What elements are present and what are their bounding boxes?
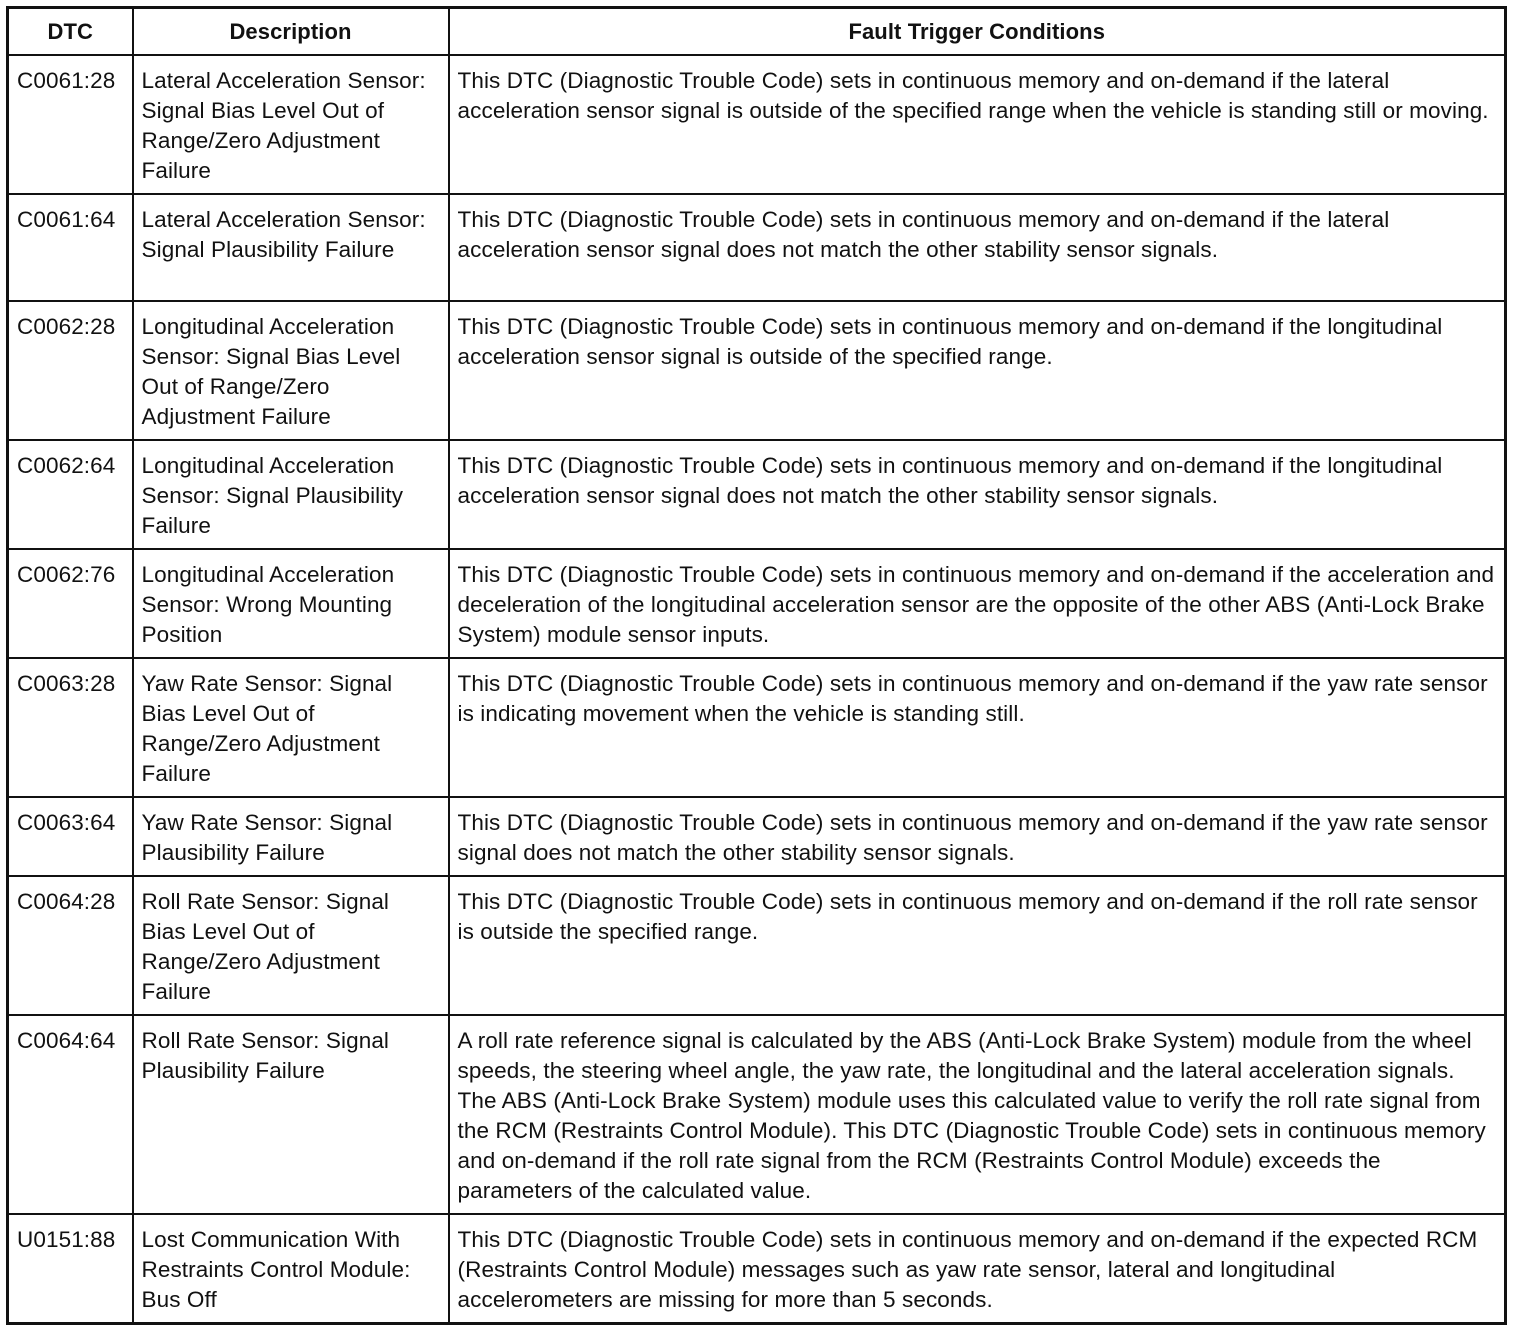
dtc-description: Longitudinal Acceleration Sensor: Signal Plausibility Failure [133,440,449,549]
dtc-description: Roll Rate Sensor: Signal Bias Level Out of Range/Zero Adjustment Failure [133,876,449,1015]
table-row [8,549,1506,658]
dtc-conditions: This DTC (Diagnostic Trouble Code) sets in continuous memory and on-demand if the roll rate sensor is outside the specified range. [449,876,1506,1015]
dtc-conditions: This DTC (Diagnostic Trouble Code) sets in continuous memory and on-demand if the longitudinal acceleration sensor signal is outside of the specified range. [449,301,1506,440]
dtc-code: C0064:28 [8,876,133,1015]
dtc-description: Roll Rate Sensor: Signal Plausibility Failure [133,1015,449,1214]
header-dtc: DTC [8,8,133,56]
table-header-row [8,8,1506,56]
dtc-code: U0151:88 [8,1214,133,1324]
table-row [8,1015,1506,1214]
dtc-code: C0061:28 [8,55,133,194]
table-row [8,440,1506,549]
header-conditions: Fault Trigger Conditions [449,8,1506,56]
table-row [8,55,1506,194]
dtc-description: Lateral Acceleration Sensor: Signal Bias Level Out of Range/Zero Adjustment Failure [133,55,449,194]
dtc-conditions: This DTC (Diagnostic Trouble Code) sets in continuous memory and on-demand if the longitudinal acceleration sensor signal does not match the other stability sensor signals. [449,440,1506,549]
dtc-code: C0064:64 [8,1015,133,1214]
dtc-code: C0062:64 [8,440,133,549]
table-row [8,1214,1506,1324]
table-row [8,876,1506,1015]
dtc-description: Yaw Rate Sensor: Signal Bias Level Out of Range/Zero Adjustment Failure [133,658,449,797]
dtc-description: Yaw Rate Sensor: Signal Plausibility Failure [133,797,449,876]
dtc-conditions: This DTC (Diagnostic Trouble Code) sets in continuous memory and on-demand if the lateral acceleration sensor signal does not match the other stability sensor signals. [449,194,1506,301]
dtc-code: C0062:28 [8,301,133,440]
table-row [8,194,1506,301]
dtc-conditions: A roll rate reference signal is calculated by the ABS (Anti-Lock Brake System) module from the wheel speeds, the steering wheel angle, the yaw rate, the longitudinal and the lateral acceleration signals. The ABS (Anti-Lock Brake System) module uses this calculated value to verify the roll rate signal from the RCM (Restraints Control Module). This DTC (Diagnostic Trouble Code) sets in continuous memory and on-demand if the roll rate signal from the RCM (Restraints Control Module) exceeds the parameters of the calculated value. [449,1015,1506,1214]
dtc-code: C0062:76 [8,549,133,658]
dtc-conditions: This DTC (Diagnostic Trouble Code) sets in continuous memory and on-demand if the acceleration and deceleration of the longitudinal acceleration sensor are the opposite of the other ABS (Anti-Lock Brake System) module sensor inputs. [449,549,1506,658]
dtc-description: Longitudinal Acceleration Sensor: Wrong Mounting Position [133,549,449,658]
table-row [8,797,1506,876]
dtc-code: C0063:28 [8,658,133,797]
dtc-conditions: This DTC (Diagnostic Trouble Code) sets in continuous memory and on-demand if the expected RCM (Restraints Control Module) messages such as yaw rate sensor, lateral and longitudinal accelerometers are missing for more than 5 seconds. [449,1214,1506,1324]
dtc-description: Lost Communication With Restraints Control Module: Bus Off [133,1214,449,1324]
table-row [8,658,1506,797]
dtc-description: Lateral Acceleration Sensor: Signal Plausibility Failure [133,194,449,301]
dtc-code: C0063:64 [8,797,133,876]
dtc-description: Longitudinal Acceleration Sensor: Signal Bias Level Out of Range/Zero Adjustment Failure [133,301,449,440]
dtc-table [6,6,1507,1325]
table-row [8,301,1506,440]
dtc-conditions: This DTC (Diagnostic Trouble Code) sets in continuous memory and on-demand if the lateral acceleration sensor signal is outside of the specified range when the vehicle is standing still or moving. [449,55,1506,194]
dtc-conditions: This DTC (Diagnostic Trouble Code) sets in continuous memory and on-demand if the yaw rate sensor signal does not match the other stability sensor signals. [449,797,1506,876]
dtc-code: C0061:64 [8,194,133,301]
dtc-conditions: This DTC (Diagnostic Trouble Code) sets in continuous memory and on-demand if the yaw rate sensor is indicating movement when the vehicle is standing still. [449,658,1506,797]
header-description: Description [133,8,449,56]
